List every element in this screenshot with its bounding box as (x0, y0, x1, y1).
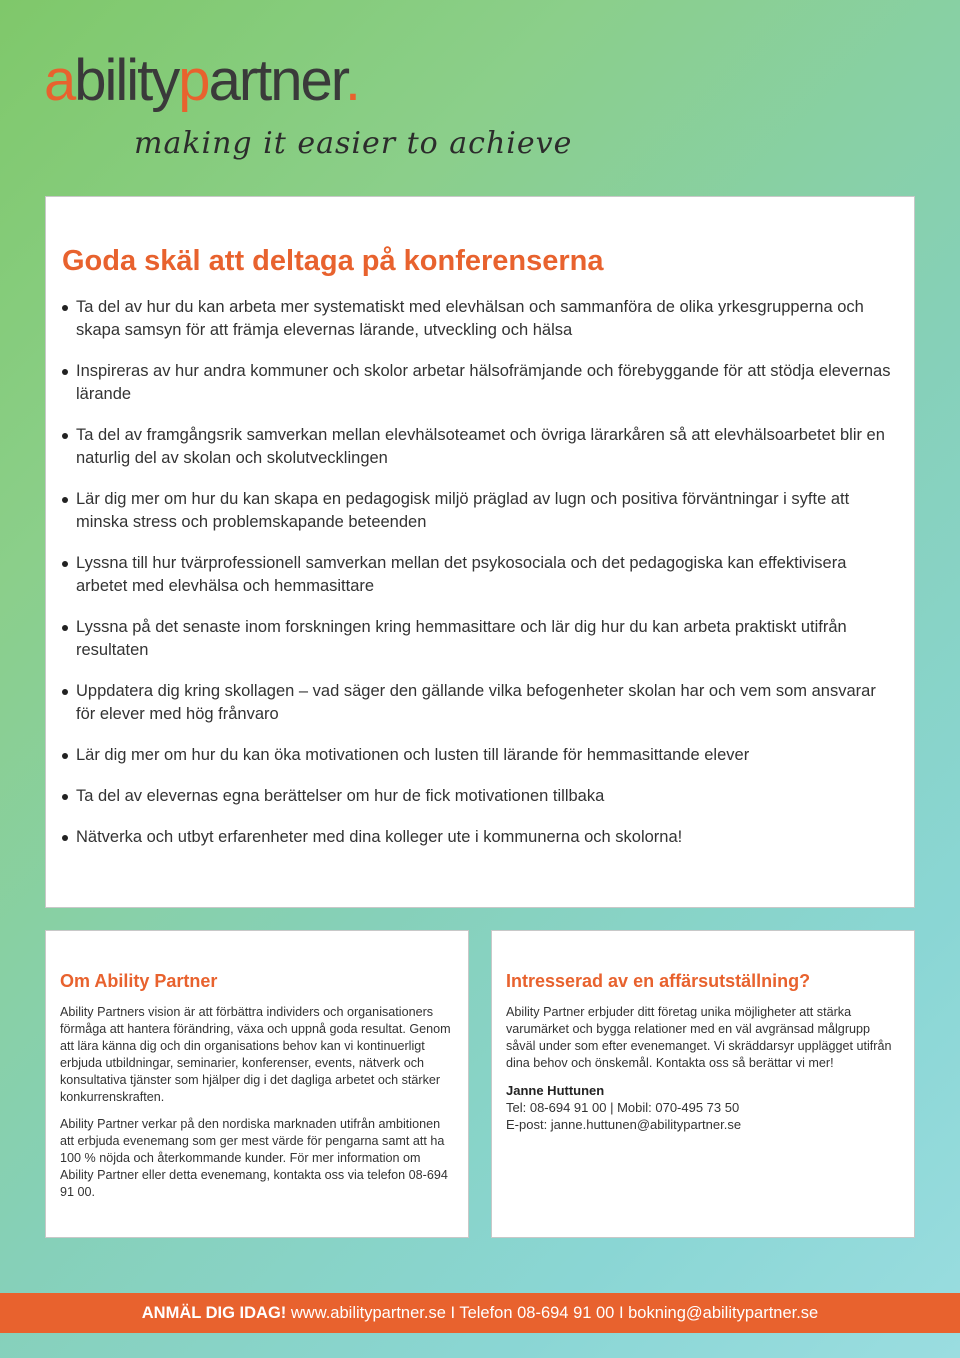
bullet-icon (62, 497, 68, 503)
list-item-text: Ta del av framgångsrik samverkan mellan elevhälsoteamet och övriga lärarkåren så att elevhälsoarbetet blir en naturlig del av skolan och skolutvecklingen (76, 426, 885, 467)
logo-letter-p: p (178, 48, 209, 113)
list-item-text: Uppdatera dig kring skollagen – vad säger den gällande vilka befogenheter skolan har och vem som ansvarar för elever med hög frånvaro (76, 682, 876, 723)
list-item (62, 785, 898, 808)
bullet-icon (62, 369, 68, 375)
about-title: Om Ability Partner (60, 971, 218, 991)
logo-letter-a: a (44, 48, 75, 113)
exhibition-title: Intresserad av en affärsutställning? (506, 971, 811, 991)
list-item (62, 488, 898, 534)
exhibition-paragraph: Ability Partner erbjuder ditt företag unika möjligheter att stärka varumärket och bygga relationer med en väl avgränsad målgrupp såväl under som efter evenemanget. Vi skräddarsyr upplägget utifrån dina behov och önskemål. Kontakta oss så berättar vi mer! (506, 1005, 892, 1070)
list-item (62, 424, 898, 470)
bullet-icon (62, 433, 68, 439)
reasons-panel (45, 196, 915, 908)
list-item (62, 680, 898, 726)
list-item-text: Nätverka och utbyt erfarenheter med dina kolleger ute i kommunerna och skolorna! (76, 828, 683, 846)
list-item-text: Lyssna på det senaste inom forskningen kring hemmasittare och lär dig hur du kan arbeta praktiskt utifrån resultaten (76, 618, 847, 659)
footer-contact-info[interactable]: www.abilitypartner.se I Telefon 08-694 91 00 I bokning@abilitypartner.se (286, 1304, 819, 1322)
list-item (62, 744, 898, 767)
list-item (62, 616, 898, 662)
list-item-text: Lyssna till hur tvärprofessionell samverkan mellan det psykosociala och det pedagogiska kan effektivisera arbetet med elevhälsa och hemmasittare (76, 554, 847, 595)
bullet-icon (62, 625, 68, 631)
list-item-text: Lär dig mer om hur du kan skapa en pedagogisk miljö präglad av lugn och positiva förväntningar i syfte att minska stress och problemskapande beteenden (76, 490, 850, 531)
bullet-icon (62, 753, 68, 759)
reasons-list (62, 296, 898, 849)
contact-name: Janne Huttunen (506, 1083, 605, 1098)
exhibition-panel (491, 930, 915, 1238)
list-item-text: Inspireras av hur andra kommuner och skolor arbetar hälsofrämjande och förebyggande för att stödja elevernas lärande (76, 362, 891, 403)
about-paragraph: Ability Partner verkar på den nordiska marknaden utifrån ambitionen att erbjuda evenemang som ger mest värde för pengarna samt att ha 100 % nöjda och återkommande kunder. För mer information om Ability Partner eller detta evenemang, kontakta oss via telefon 08-694 91 00. (60, 1117, 448, 1199)
logo-text-bility: bility (74, 48, 179, 113)
bullet-icon (62, 561, 68, 567)
logo-text-artner: artner (208, 48, 345, 113)
list-item-text: Lär dig mer om hur du kan öka motivationen och lusten till lärande för hemmasittande elever (76, 746, 750, 764)
tagline: making it easier to achieve (134, 126, 573, 161)
contact-phone: Tel: 08-694 91 00 | Mobil: 070-495 73 50 (506, 1100, 740, 1115)
bullet-icon (62, 305, 68, 311)
about-panel (45, 930, 469, 1238)
bullet-icon (62, 794, 68, 800)
about-paragraph: Ability Partners vision är att förbättra individers och organisationers förmåga att hantera förändring, växa och uppnå goda resultat. Genom att lära känna dig och din organisations behov kan vi kontinuerligt erbjuda utbildningar, seminarier, konferenser, events, nätverk och konsultativa tjänster som hjälper dig i det dagliga arbetet och stärker konkurrenskraften. (60, 1005, 451, 1104)
list-item (62, 296, 898, 342)
list-item (62, 360, 898, 406)
company-logo (44, 48, 360, 113)
bullet-icon (62, 689, 68, 695)
signup-cta: ANMÄL DIG IDAG! (141, 1304, 287, 1322)
logo-dot: . (344, 48, 360, 113)
reasons-title: Goda skäl att deltaga på konferenserna (62, 245, 604, 277)
list-item (62, 552, 898, 598)
list-item-text: Ta del av elevernas egna berättelser om hur de fick motivationen tillbaka (76, 787, 605, 805)
list-item (62, 826, 898, 849)
list-item-text: Ta del av hur du kan arbeta mer systematiskt med elevhälsan och sammanföra de olika yrkesgrupperna och skapa samsyn för att främja elevernas lärande, utveckling och hälsa (76, 298, 864, 339)
contact-email[interactable]: E-post: janne.huttunen@abilitypartner.se (506, 1117, 742, 1132)
bullet-icon (62, 835, 68, 841)
footer-banner (0, 1293, 960, 1333)
